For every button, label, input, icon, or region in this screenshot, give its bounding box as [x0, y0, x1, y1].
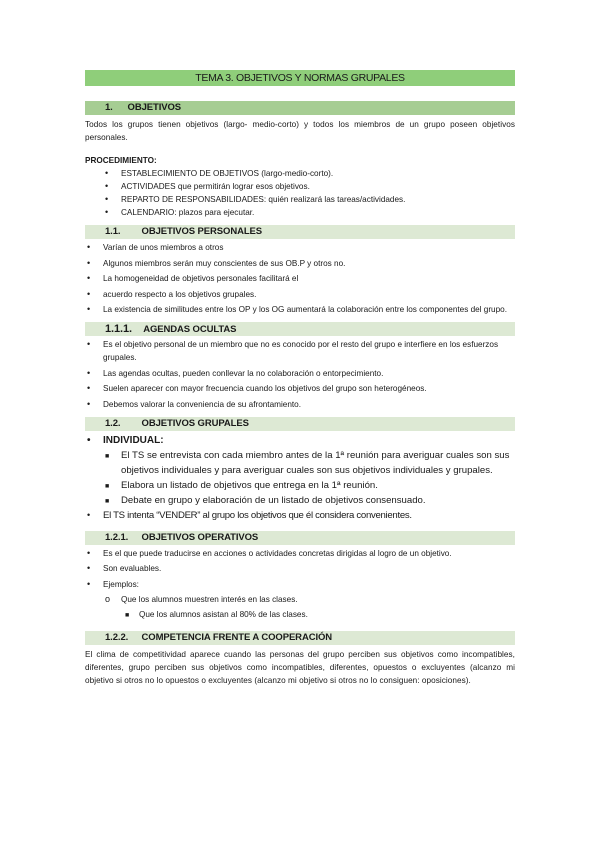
list-item: • La existencia de similitudes entre los OP y los OG aumentará la colaboración entre los componentes del grupo. [87, 304, 507, 314]
section-1-2-heading [85, 417, 515, 431]
section-1-2-1-heading [85, 531, 515, 545]
section-1-2-title: OBJETIVOS GRUPALES [141, 417, 249, 429]
section-1-2-number: 1.2. [105, 417, 121, 429]
bullet-icon: • [87, 257, 91, 268]
section-1-2-2-title: COMPETENCIA FRENTE A COOPERACIÓN [141, 632, 333, 643]
section-1-1-1-heading [85, 322, 515, 336]
document-title: TEMA 3. OBJETIVOS Y NORMAS GRUPALES [85, 70, 515, 86]
example-list [85, 593, 515, 621]
list-item: • Suelen aparecer con mayor frecuencia cuando los objetivos del grupo son heterogéneos. [87, 383, 427, 393]
circle-bullet-icon: o [105, 594, 111, 604]
bullet-icon: • [87, 509, 90, 520]
bullet-icon: • [87, 434, 91, 446]
bullet-icon: • [87, 547, 91, 558]
bullet-icon: • [105, 194, 109, 204]
bullet-icon: • [87, 398, 91, 409]
individual-label: • INDIVIDUAL: [87, 434, 164, 446]
list-item: • Es el objetivo personal de un miembro que no es conocido por el resto del grupo e interfiere en los esfuerzos grupales. [87, 339, 499, 362]
list-item: ■ El TS se entrevista con cada miembro antes de la 1ª reunión para averiguar cuales son sus objetivos individuales y para averiguar cuales son sus objetivos individuales y grupales. [105, 449, 510, 476]
list-item: • Es el que puede traducirse en acciones o actividades concretas dirigidas al logro de un objetivo. [87, 547, 452, 558]
list-item: • Las agendas ocultas, pueden conllevar la no colaboración o entorpecimiento. [87, 367, 384, 378]
list-item: • ESTABLECIMIENTO DE OBJETIVOS (largo-medio-corto). [105, 168, 334, 178]
bullet-icon: • [87, 288, 91, 299]
bullet-icon: • [105, 181, 109, 191]
list-item: • acuerdo respecto a los objetivos grupales. [87, 288, 257, 299]
list-item: • ACTIVIDADES que permitirán lograr esos objetivos. [105, 181, 310, 191]
list-item: ■ Que los alumnos asistan al 80% de las clases. [85, 608, 515, 621]
section-1-2-1-title: OBJETIVOS OPERATIVOS [141, 531, 259, 543]
individual-list [85, 448, 515, 508]
personal-objectives-list [85, 241, 515, 316]
bullet-icon: • [87, 273, 91, 283]
list-item: • REPARTO DE RESPONSABILIDADES: quién realizará las tareas/actividades. [105, 194, 406, 204]
list-item: • El TS intenta “VENDER” al grupo los objetivos que él considera convenientes. [87, 509, 412, 521]
operative-objectives-list [85, 547, 515, 591]
section-1-1-1-title: AGENDAS OCULTAS [143, 324, 237, 335]
section-1-2-2-text: El clima de competitividad aparece cuando las personas del grupo perciben sus objetivos como incompatibles, diferentes, grupo perciben sus objetivos como incompatibles, diferentes, opuestos o excluyentes (alcanzo mi objetivo si otros no lo opuestos o excluyentes (alcanzo mi objetivo si otros no lo consiguen: oposiciones). [85, 650, 515, 685]
procedure-label: PROCEDIMIENTO: [85, 156, 157, 165]
bullet-icon: • [87, 383, 91, 393]
document-page [85, 70, 515, 687]
vender-list [85, 508, 515, 523]
bullet-icon: • [87, 563, 91, 573]
list-item: • Ejemplos: [87, 578, 139, 589]
section-1-intro: Todos los grupos tienen objetivos (largo- medio-corto) y todos los miembros de un grupo poseen objetivos personales. [85, 120, 515, 142]
bullet-icon: • [105, 207, 109, 217]
bullet-icon: • [87, 304, 91, 314]
square-bullet-icon: ■ [105, 497, 110, 505]
list-item: • Varían de unos miembros a otros [87, 242, 224, 252]
procedure-list [85, 167, 515, 219]
section-1-title: OBJETIVOS [127, 102, 182, 113]
section-1-number: 1. [105, 102, 113, 113]
bullet-icon: • [87, 242, 91, 252]
section-1-2-2-heading [85, 631, 515, 645]
bullet-icon: • [87, 339, 91, 349]
bullet-icon: • [105, 168, 109, 178]
hidden-agendas-list [85, 338, 515, 411]
list-item: ■ Elabora un listado de objetivos que entrega en la 1ª reunión. [85, 478, 515, 493]
square-bullet-icon: ■ [105, 452, 110, 460]
section-1-1-heading [85, 225, 515, 239]
list-item: • Algunos miembros serán muy conscientes de sus OB.P y otros no. [87, 257, 346, 268]
list-item: • Son evaluables. [87, 563, 162, 573]
section-1-1-title: OBJETIVOS PERSONALES [141, 226, 263, 237]
square-bullet-icon: ■ [105, 482, 110, 490]
section-1-1-number: 1.1. [105, 226, 121, 237]
list-item: • CALENDARIO: plazos para ejecutar. [105, 207, 255, 217]
square-bullet-icon: ■ [125, 612, 130, 619]
bullet-icon: • [87, 367, 91, 378]
section-1-2-1-number: 1.2.1. [105, 531, 129, 543]
list-item: o Que los alumnos muestren interés en las clases. [105, 594, 298, 604]
list-item: • La homogeneidad de objetivos personales facilitará el [87, 273, 299, 283]
bullet-icon: • [87, 578, 91, 589]
section-1-2-2-number: 1.2.2. [105, 632, 129, 643]
list-item: • Debemos valorar la conveniencia de su afrontamiento. [87, 398, 301, 409]
list-item: ■ Debate en grupo y elaboración de un listado de objetivos consensuado. [85, 493, 515, 508]
section-1-1-1-number: 1.1.1. [105, 323, 132, 335]
section-1-heading [85, 101, 515, 115]
